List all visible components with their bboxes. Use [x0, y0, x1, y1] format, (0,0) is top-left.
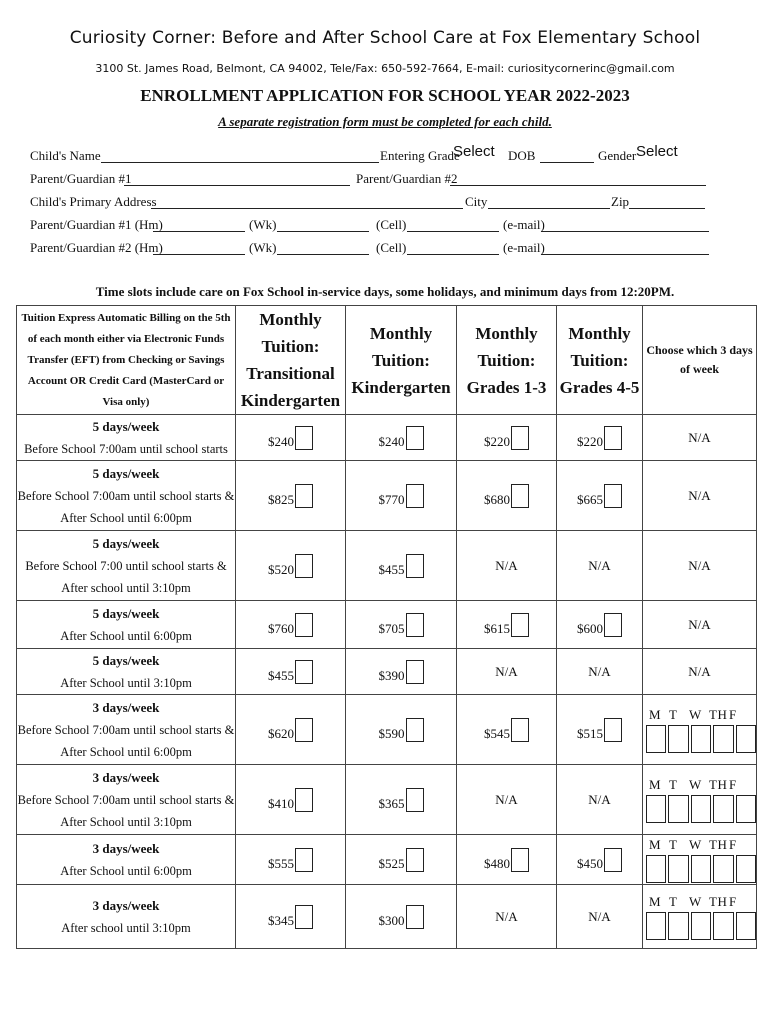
- price-wrap: [379, 718, 424, 742]
- price-cell: [557, 835, 643, 885]
- price-value: $410: [268, 795, 294, 811]
- price-value: $705: [378, 620, 405, 636]
- day-label: TH: [709, 706, 728, 722]
- p1-wk-field[interactable]: [277, 231, 369, 232]
- day-label: TH: [709, 836, 728, 852]
- gender-label: Gender: [598, 148, 637, 163]
- price-wrap: [484, 718, 529, 742]
- price-value: $545: [484, 725, 510, 741]
- price-value: $525: [378, 855, 405, 871]
- day-checkbox[interactable]: [646, 855, 666, 883]
- price-wrap: [268, 660, 313, 684]
- price-wrap: [379, 788, 424, 812]
- price-cell: [557, 415, 643, 461]
- day-label: M: [649, 776, 662, 792]
- price-cell: [346, 531, 457, 601]
- row-time-desc: After School until 6:00pm: [60, 628, 192, 643]
- day-label: W: [689, 706, 702, 722]
- school-name: Curiosity Corner: Before and After School Care at Fox Elementary School: [69, 28, 701, 48]
- k-header: Monthly Tuition: Kindergarten: [346, 306, 457, 415]
- address-label: Child's Primary Address: [30, 194, 157, 209]
- days-na: N/A: [643, 601, 757, 649]
- row-description: [17, 601, 236, 649]
- price-value: $450: [577, 855, 603, 871]
- p2-wk-label: (Wk): [249, 240, 277, 255]
- days-na: N/A: [643, 531, 757, 601]
- days-na: N/A: [643, 649, 757, 695]
- price-value: $555: [268, 855, 294, 871]
- price-wrap: [379, 848, 424, 872]
- price-value: $220: [484, 433, 510, 449]
- day-label: M: [649, 706, 662, 722]
- price-wrap: [577, 718, 622, 742]
- city-field[interactable]: [488, 208, 610, 209]
- price-wrap: [379, 554, 424, 578]
- tuition-table: [16, 305, 757, 949]
- price-cell: [346, 415, 457, 461]
- price-cell: [457, 695, 557, 765]
- day-checkbox[interactable]: [668, 855, 688, 883]
- price-value: $520: [268, 561, 294, 577]
- day-picker: [643, 765, 757, 835]
- price-value: $760: [268, 620, 294, 636]
- row-description: [17, 531, 236, 601]
- row-description: [17, 885, 236, 949]
- day-label: T: [669, 836, 678, 852]
- price-checkbox[interactable]: [406, 554, 424, 578]
- row-time-desc: After school until 3:10pm: [61, 920, 191, 935]
- day-picker: [643, 885, 757, 949]
- price-wrap: [577, 613, 622, 637]
- entering-grade-label: Entering Grade: [380, 148, 460, 163]
- price-cell: [457, 461, 557, 531]
- tuition-row: [17, 415, 757, 461]
- price-wrap: [268, 484, 313, 508]
- page-title: ENROLLMENT APPLICATION FOR SCHOOL YEAR 2022-2023: [140, 86, 630, 105]
- price-wrap: [577, 848, 622, 872]
- day-label: T: [669, 893, 678, 909]
- day-label: T: [669, 776, 678, 792]
- price-checkbox[interactable]: [406, 613, 424, 637]
- price-wrap: [268, 426, 313, 450]
- row-time-desc: Before School 7:00am until school starts & After School until 6:00pm: [17, 488, 235, 525]
- price-cell: [346, 601, 457, 649]
- price-na: N/A: [457, 649, 557, 695]
- day-boxes: [643, 855, 756, 883]
- day-label: T: [669, 706, 678, 722]
- day-checkbox[interactable]: [691, 795, 711, 823]
- day-checkbox[interactable]: [713, 855, 733, 883]
- p1-email-field[interactable]: [541, 231, 709, 232]
- day-label: TH: [709, 893, 728, 909]
- price-checkbox[interactable]: [511, 848, 529, 872]
- price-checkbox[interactable]: [604, 848, 622, 872]
- price-cell: [236, 835, 346, 885]
- price-checkbox[interactable]: [604, 426, 622, 450]
- day-checkbox[interactable]: [691, 912, 711, 940]
- page-subtitle: [0, 114, 770, 130]
- day-checkbox[interactable]: [736, 912, 756, 940]
- price-na: N/A: [557, 765, 643, 835]
- price-checkbox[interactable]: [511, 484, 529, 508]
- tuition-row: [17, 835, 757, 885]
- g45-header: Monthly Tuition: Grades 4-5: [557, 306, 643, 415]
- price-cell: [346, 765, 457, 835]
- day-label: W: [689, 776, 702, 792]
- price-wrap: [268, 554, 313, 578]
- price-checkbox[interactable]: [295, 484, 313, 508]
- day-checkbox[interactable]: [668, 795, 688, 823]
- price-wrap: [379, 613, 424, 637]
- day-boxes: [643, 795, 756, 823]
- p2-email-field[interactable]: [541, 254, 709, 255]
- price-cell: [457, 601, 557, 649]
- day-label: F: [729, 893, 737, 909]
- day-checkbox[interactable]: [736, 725, 756, 753]
- price-value: $680: [484, 491, 510, 507]
- p2-email-label: (e-mail): [503, 240, 545, 255]
- day-labels: [643, 777, 756, 793]
- price-checkbox[interactable]: [406, 905, 424, 929]
- tuition-row: [17, 649, 757, 695]
- price-checkbox[interactable]: [511, 613, 529, 637]
- row-frequency: 3 days/week: [92, 769, 160, 785]
- g13-header: Monthly Tuition: Grades 1-3: [457, 306, 557, 415]
- price-cell: [346, 885, 457, 949]
- price-wrap: [379, 905, 424, 929]
- price-na: N/A: [557, 531, 643, 601]
- price-wrap: [268, 718, 313, 742]
- day-label: W: [689, 836, 702, 852]
- price-value: $240: [268, 433, 294, 449]
- price-checkbox[interactable]: [604, 613, 622, 637]
- price-value: $480: [484, 855, 510, 871]
- price-cell: [236, 695, 346, 765]
- parent2-field[interactable]: [450, 185, 706, 186]
- day-picker: [643, 695, 757, 765]
- row-time-desc: After School until 6:00pm: [60, 863, 192, 878]
- row-time-desc: Before School 7:00 until school starts & After school until 3:10pm: [25, 558, 227, 595]
- price-wrap: [484, 484, 529, 508]
- p1-wk-label: (Wk): [249, 217, 277, 232]
- price-checkbox[interactable]: [406, 848, 424, 872]
- price-value: $825: [268, 491, 294, 507]
- price-wrap: [268, 788, 313, 812]
- price-cell: [346, 835, 457, 885]
- row-frequency: 5 days/week: [92, 605, 160, 621]
- price-wrap: [268, 613, 313, 637]
- row-time-desc: After School until 3:10pm: [60, 675, 192, 690]
- p2-hm-label: Parent/Guardian #2 (Hm): [30, 240, 163, 255]
- tuition-row: [17, 765, 757, 835]
- price-na: N/A: [457, 765, 557, 835]
- tuition-header-row: [17, 306, 757, 415]
- tuition-row: [17, 601, 757, 649]
- row-description: [17, 765, 236, 835]
- price-value: $240: [378, 433, 405, 449]
- price-wrap: [268, 905, 313, 929]
- price-value: $515: [577, 725, 603, 741]
- row-time-desc: Before School 7:00am until school starts & After School until 6:00pm: [17, 722, 235, 759]
- price-checkbox[interactable]: [406, 484, 424, 508]
- day-checkbox[interactable]: [646, 912, 666, 940]
- price-cell: [346, 649, 457, 695]
- p2-cell-label: (Cell): [376, 240, 407, 255]
- price-cell: [236, 601, 346, 649]
- day-checkbox[interactable]: [713, 725, 733, 753]
- price-value: $590: [378, 725, 405, 741]
- p2-cell-field[interactable]: [407, 254, 499, 255]
- p1-cell-field[interactable]: [407, 231, 499, 232]
- price-value: $620: [268, 725, 294, 741]
- p1-hm-field[interactable]: [153, 231, 245, 232]
- dob-label: DOB: [508, 148, 536, 163]
- price-checkbox[interactable]: [511, 426, 529, 450]
- price-wrap: [577, 484, 622, 508]
- price-na: N/A: [557, 649, 643, 695]
- day-label: TH: [709, 776, 728, 792]
- price-value: $455: [268, 667, 294, 683]
- row-frequency: 5 days/week: [92, 465, 160, 481]
- price-cell: [236, 531, 346, 601]
- price-na: N/A: [457, 885, 557, 949]
- day-label: M: [649, 836, 662, 852]
- row-description: [17, 835, 236, 885]
- price-value: $300: [378, 912, 405, 928]
- price-cell: [346, 695, 457, 765]
- price-checkbox[interactable]: [604, 484, 622, 508]
- price-value: $770: [378, 491, 405, 507]
- price-cell: [236, 415, 346, 461]
- price-value: $615: [484, 620, 510, 636]
- price-cell: [457, 415, 557, 461]
- price-checkbox[interactable]: [604, 718, 622, 742]
- school-address: 3100 St. James Road, Belmont, CA 94002, Tele/Fax: 650-592-7664, E-mail: curiositycornerinc@gmail.com: [95, 62, 675, 75]
- price-cell: [346, 461, 457, 531]
- day-label: F: [729, 776, 737, 792]
- price-value: $455: [378, 561, 405, 577]
- day-picker: [643, 835, 757, 885]
- p1-hm-label: Parent/Guardian #1 (Hm): [30, 217, 163, 232]
- price-wrap: [379, 426, 424, 450]
- day-checkbox[interactable]: [736, 795, 756, 823]
- subtitle-text: A separate registration form must be completed for each child.: [218, 114, 552, 129]
- price-checkbox[interactable]: [295, 848, 313, 872]
- price-wrap: [484, 426, 529, 450]
- price-value: $345: [268, 912, 294, 928]
- price-checkbox[interactable]: [295, 426, 313, 450]
- price-checkbox[interactable]: [295, 718, 313, 742]
- tuition-row: [17, 531, 757, 601]
- days-na: N/A: [643, 415, 757, 461]
- tuition-row: [17, 461, 757, 531]
- price-cell: [557, 601, 643, 649]
- dob-field[interactable]: [540, 162, 594, 163]
- day-checkbox[interactable]: [691, 725, 711, 753]
- row-frequency: 3 days/week: [92, 840, 160, 856]
- price-checkbox[interactable]: [295, 905, 313, 929]
- tuition-row: [17, 885, 757, 949]
- grade-select[interactable]: Select: [453, 143, 495, 160]
- day-checkbox[interactable]: [668, 912, 688, 940]
- price-value: $365: [378, 795, 405, 811]
- price-value: $600: [577, 620, 603, 636]
- p1-cell-label: (Cell): [376, 217, 407, 232]
- day-checkbox[interactable]: [713, 912, 733, 940]
- day-checkbox[interactable]: [646, 795, 666, 823]
- price-wrap: [379, 484, 424, 508]
- day-label: M: [649, 893, 662, 909]
- price-checkbox[interactable]: [511, 718, 529, 742]
- price-na: N/A: [457, 531, 557, 601]
- day-checkbox[interactable]: [668, 725, 688, 753]
- price-checkbox[interactable]: [295, 554, 313, 578]
- price-value: $665: [577, 491, 603, 507]
- day-labels: [643, 837, 756, 853]
- day-label: W: [689, 893, 702, 909]
- row-time-desc: Before School 7:00am until school starts: [24, 441, 228, 456]
- row-frequency: 3 days/week: [92, 699, 160, 715]
- city-label: City: [465, 194, 488, 209]
- day-labels: [643, 707, 756, 723]
- parent1-label: Parent/Guardian #1: [30, 171, 132, 186]
- day-label: F: [729, 706, 737, 722]
- days-na: N/A: [643, 461, 757, 531]
- price-cell: [236, 885, 346, 949]
- row-description: [17, 461, 236, 531]
- address-field[interactable]: [151, 208, 463, 209]
- child-name-label: Child's Name: [30, 148, 101, 163]
- row-frequency: 5 days/week: [92, 535, 160, 551]
- p1-email-label: (e-mail): [503, 217, 545, 232]
- row-description: [17, 415, 236, 461]
- billing-header: Tuition Express Automatic Billing on the 5th of each month either via Electronic Funds Transfer (EFT) from Checking or Savings Account OR Credit Card (MasterCard or Visa only): [17, 306, 236, 415]
- price-cell: [557, 461, 643, 531]
- price-checkbox[interactable]: [406, 788, 424, 812]
- price-checkbox[interactable]: [406, 718, 424, 742]
- price-value: $390: [378, 667, 405, 683]
- price-cell: [236, 765, 346, 835]
- price-cell: [557, 695, 643, 765]
- price-wrap: [577, 426, 622, 450]
- zip-label: Zip: [611, 194, 630, 209]
- row-description: [17, 695, 236, 765]
- row-time-desc: Before School 7:00am until school starts & After School until 3:10pm: [17, 792, 235, 829]
- days-header: Choose which 3 days of week: [643, 306, 757, 415]
- price-checkbox[interactable]: [295, 660, 313, 684]
- price-wrap: [484, 613, 529, 637]
- price-cell: [236, 461, 346, 531]
- day-boxes: [643, 725, 756, 753]
- day-checkbox[interactable]: [646, 725, 666, 753]
- parent1-field[interactable]: [124, 185, 350, 186]
- row-frequency: 3 days/week: [92, 897, 160, 913]
- gender-select[interactable]: Select: [636, 143, 678, 160]
- zip-field[interactable]: [629, 208, 705, 209]
- price-wrap: [268, 848, 313, 872]
- child-name-field[interactable]: [101, 162, 379, 163]
- price-cell: [457, 835, 557, 885]
- day-checkbox[interactable]: [713, 795, 733, 823]
- p2-wk-field[interactable]: [277, 254, 369, 255]
- day-boxes: [643, 912, 756, 940]
- day-label: F: [729, 836, 737, 852]
- row-frequency: 5 days/week: [92, 418, 160, 434]
- price-checkbox[interactable]: [295, 613, 313, 637]
- price-checkbox[interactable]: [406, 660, 424, 684]
- price-checkbox[interactable]: [295, 788, 313, 812]
- row-frequency: 5 days/week: [92, 652, 160, 668]
- tuition-row: [17, 695, 757, 765]
- price-cell: [236, 649, 346, 695]
- price-value: $220: [577, 433, 603, 449]
- parent2-label: Parent/Guardian #2: [356, 171, 458, 186]
- price-na: N/A: [557, 885, 643, 949]
- time-slots-note: Time slots include care on Fox School in-service days, some holidays, and minimum days from 12:20PM.: [95, 284, 675, 299]
- day-checkbox[interactable]: [736, 855, 756, 883]
- tk-header: Monthly Tuition: Transitional Kindergarten: [236, 306, 346, 415]
- p2-hm-field[interactable]: [153, 254, 245, 255]
- day-checkbox[interactable]: [691, 855, 711, 883]
- price-wrap: [484, 848, 529, 872]
- price-wrap: [379, 660, 424, 684]
- day-labels: [643, 894, 756, 910]
- row-description: [17, 649, 236, 695]
- price-checkbox[interactable]: [406, 426, 424, 450]
